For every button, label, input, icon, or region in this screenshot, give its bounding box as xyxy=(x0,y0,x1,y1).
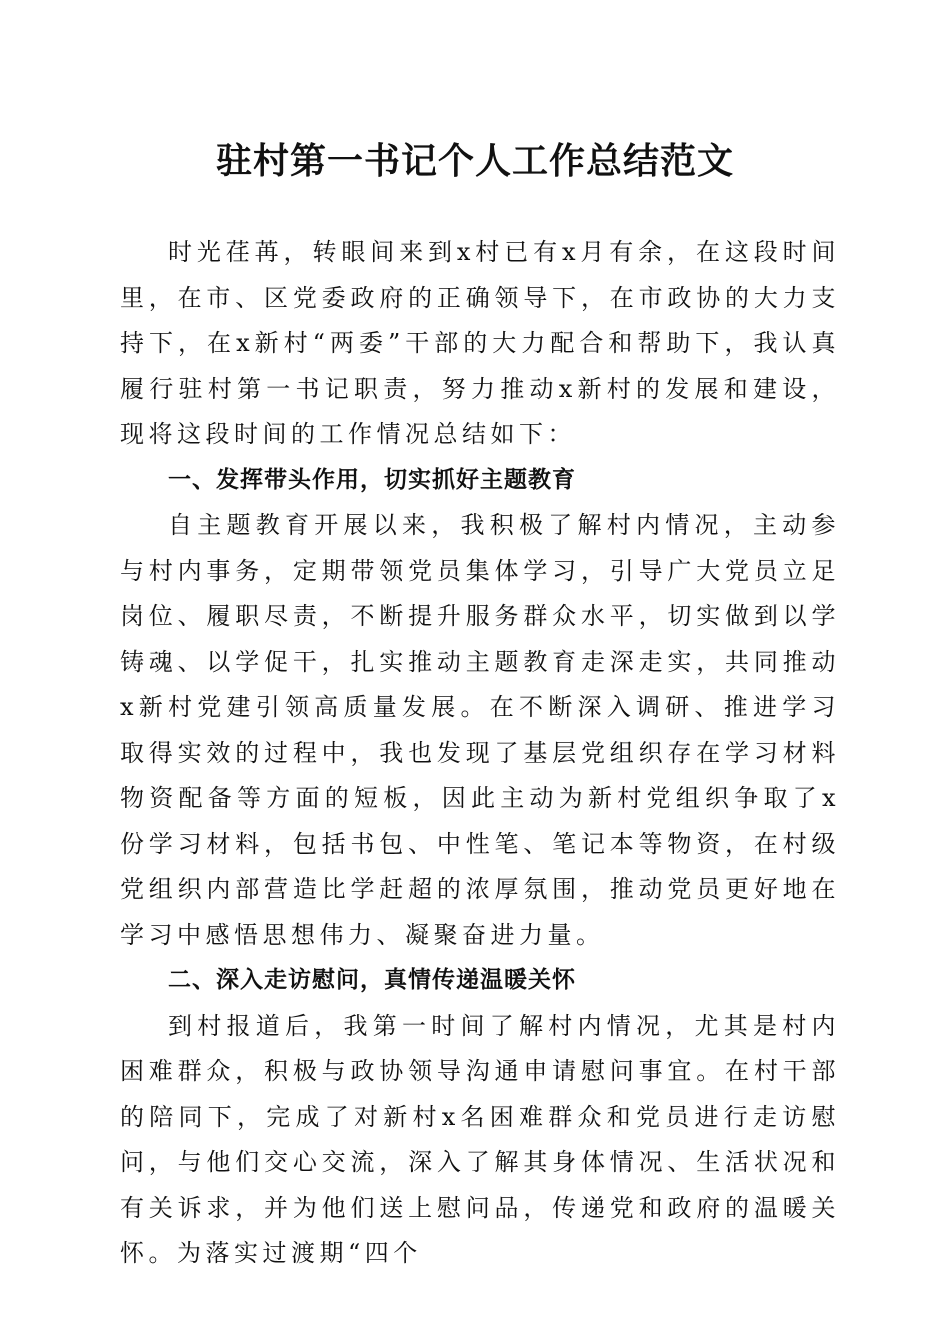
section-paragraph-1: 自主题教育开展以来，我积极了解村内情况，主动参与村内事务，定期带领党员集体学习，引导广大党员立足岗位、履职尽责，不断提升服务群众水平，切实做到以学铸魂、以学促干，扎实推动主题教育走深走实，共同推动x新村党建引领高质量发展。在不断深入调研、推进学习取得实效的过程中，我也发现了基层党组织存在学习材料物资配备等方面的短板，因此主动为新村党组织争取了x份学习材料，包括书包、中性笔、笔记本等物资，在村级党组织内部营造比学赶超的浓厚氛围，推动党员更好地在学习中感悟思想伟力、凝聚奋进力量。 xyxy=(120,511,840,949)
intro-paragraph: 时光荏苒，转眼间来到x村已有x月有余，在这段时间里，在市、区党委政府的正确领导下，在市政协的大力支持下，在x新村“两委”干部的大力配合和帮助下，我认真履行驻村第一书记职责，努力推动x新村的发展和建设，现将这段时间的工作情况总结如下： xyxy=(120,238,840,448)
document-body xyxy=(120,230,840,1277)
section-heading-1: 一、发挥带头作用，切实抓好主题教育 xyxy=(168,466,576,493)
section-heading-2: 二、深入走访慰问，真情传递温暖关怀 xyxy=(168,967,576,993)
document-title: 驻村第一书记个人工作总结范文 xyxy=(215,140,734,182)
section-paragraph-2: 到村报道后，我第一时间了解村内情况，尤其是村内困难群众，积极与政协领导沟通申请慰问事宜。在村干部的陪同下，完成了对新村x名困难群众和党员进行走访慰问，与他们交心交流，深入了解其身体情况、生活状况和有关诉求，并为他们送上慰问品，传递党和政府的温暖关怀。为落实过渡期“四个 xyxy=(120,1011,840,1267)
